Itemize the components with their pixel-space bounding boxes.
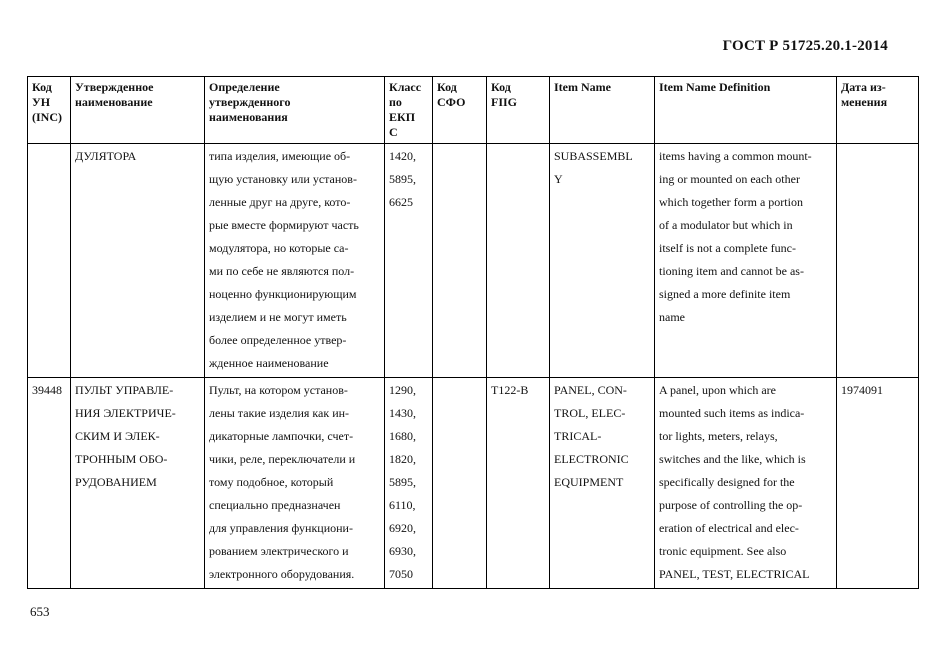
cell-fiig [487,144,550,378]
header-line: СФО [437,95,466,109]
header-line: наименования [209,110,288,124]
document-code: ГОСТ Р 51725.20.1-2014 [722,38,888,54]
column-header-class [385,77,433,144]
cell-line: лены такие изделия как ин- [209,406,350,420]
cell-line: 6110, [389,498,416,512]
cell-line: рые вместе формируют часть [209,218,359,232]
cell-definition [205,144,385,378]
cell-line: чики, реле, переключатели и [209,452,356,466]
cell-line: EQUIPMENT [554,475,624,489]
cell-line: 1430, [389,406,416,420]
header-line: Дата из- [841,80,886,94]
header-line: Код [437,80,457,94]
cell-line: более определенное утвер- [209,333,347,347]
cell-line: 6930, [389,544,416,558]
cell-line: модулятора, но которые са- [209,241,349,255]
header-line: утвержденного [209,95,291,109]
header-line: Определение [209,80,280,94]
cell-line: 1290, [389,383,416,397]
cell-line: PANEL, TEST, ELECTRICAL [659,567,810,581]
cell-line: 1420, [389,149,416,163]
cell-line: изделием и не могут иметь [209,310,347,324]
data-table [27,76,919,589]
cell-line: 1680, [389,429,416,443]
header-line: УН [32,95,51,109]
cell-line: 7050 [389,567,413,581]
cell-line: дикаторные лампочки, счет- [209,429,354,443]
cell-line: Y [554,172,563,186]
cell-line: PANEL, CON- [554,383,627,397]
cell-line: of a modulator but which in [659,218,793,232]
cell-change-date: 1974091 [837,378,919,589]
header-line: (INC) [32,110,62,124]
header-line: Item Name Definition [659,80,771,94]
cell-line: ДУЛЯТОРА [75,149,137,163]
column-header-change-date [837,77,919,144]
cell-line: РУДОВАНИЕМ [75,475,157,489]
cell-line: 5895, [389,172,416,186]
cell-line: специально предназначен [209,498,341,512]
header-line: наименование [75,95,153,109]
cell-line: tioning item and cannot be as- [659,264,804,278]
cell-line: SUBASSEMBL [554,149,633,163]
cell-line: жденное наименование [209,356,329,370]
cell-line: A panel, upon which are [659,383,776,397]
cell-line: ленные друг на друге, кото- [209,195,351,209]
page-number: 653 [30,604,50,619]
cell-item-name [550,378,655,589]
cell-definition [205,378,385,589]
cell-line: eration of electrical and elec- [659,521,799,535]
cell-line: для управления функциони- [209,521,353,535]
cell-line: tronic equipment. See also [659,544,787,558]
cell-line: signed a more definite item [659,287,791,301]
cell-line: тому подобное, который [209,475,334,489]
column-header-item-name [550,77,655,144]
column-header-item-definition [655,77,837,144]
cell-line: 6625 [389,195,413,209]
cell-code-un [28,144,71,378]
cell-line: specifically designed for the [659,475,795,489]
cell-line: purpose of controlling the op- [659,498,803,512]
column-header-sfo [433,77,487,144]
table-row [28,144,919,378]
header-line: Код [32,80,52,94]
cell-class [385,378,433,589]
cell-item-name [550,144,655,378]
cell-line: switches and the like, which is [659,452,806,466]
cell-line: which together form a portion [659,195,803,209]
header-line: FIIG [491,95,518,109]
cell-line: ноценно функционирующим [209,287,357,301]
header-line: менения [841,95,888,109]
cell-line: типа изделия, имеющие об- [209,149,351,163]
cell-line: Пульт, на котором установ- [209,383,348,397]
cell-line: TROL, ELEC- [554,406,626,420]
column-header-definition [205,77,385,144]
cell-line: 6920, [389,521,416,535]
cell-line: 1820, [389,452,416,466]
cell-sfo [433,378,487,589]
cell-line: НИЯ ЭЛЕКТРИЧЕ- [75,406,176,420]
cell-line: TRICAL- [554,429,602,443]
cell-line: items having a common mount- [659,149,812,163]
table-row [28,378,919,589]
cell-line: электронного оборудования. [209,567,355,581]
cell-approved-name [71,378,205,589]
cell-line: tor lights, meters, relays, [659,429,778,443]
cell-line: ми по себе не являются пол- [209,264,355,278]
cell-code-un: 39448 [28,378,71,589]
cell-line: щую установку или установ- [209,172,357,186]
cell-line: mounted such items as indica- [659,406,805,420]
table-header-row [28,77,919,144]
cell-line: СКИМ И ЭЛЕК- [75,429,160,443]
cell-line: ТРОННЫМ ОБО- [75,452,168,466]
cell-line: ELECTRONIC [554,452,629,466]
cell-fiig: T122-B [487,378,550,589]
header-line: ЕКП [389,110,416,124]
column-header-approved-name [71,77,205,144]
cell-change-date [837,144,919,378]
header-line: С [389,125,398,139]
cell-item-definition [655,378,837,589]
cell-class [385,144,433,378]
column-header-fiig [487,77,550,144]
cell-line: ПУЛЬТ УПРАВЛЕ- [75,383,174,397]
cell-line: 5895, [389,475,416,489]
column-header-code-un [28,77,71,144]
cell-line: рованием электрического и [209,544,349,558]
cell-approved-name [71,144,205,378]
cell-line: itself is not a complete func- [659,241,796,255]
cell-line: name [659,310,685,324]
header-line: Item Name [554,80,611,94]
header-line: Класс [389,80,422,94]
header-line: по [389,95,402,109]
cell-line: ing or mounted on each other [659,172,800,186]
cell-item-definition [655,144,837,378]
cell-sfo [433,144,487,378]
header-line: Код [491,80,511,94]
header-line: Утвержденное [75,80,154,94]
